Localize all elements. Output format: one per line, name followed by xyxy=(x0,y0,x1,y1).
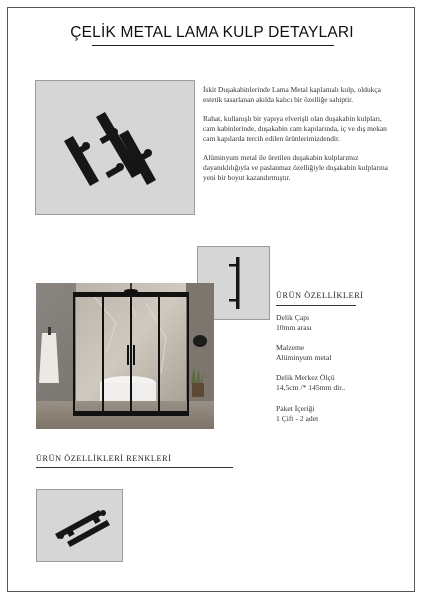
spec-list xyxy=(276,404,318,424)
spec-hole-center-value: 14,5cm /* 145mm dir.. xyxy=(276,383,346,392)
spec-hole-diameter-label: Delik Çapı xyxy=(276,313,310,322)
spec-list xyxy=(276,343,331,363)
spec-hole-diameter-value: 10mm arası xyxy=(276,323,312,332)
intro-paragraph-3: Alüminyum metal ile üretilen duşakabin kulplarımız dayanıklılığıyla ve paslanmaz özelliğiyle duşakabin kulplarına yeni bir boyut kazandırmıştır. xyxy=(203,153,388,182)
colors-underline xyxy=(36,467,233,468)
spec-package-label: Paket İçeriği xyxy=(276,404,315,413)
specs-heading: ÜRÜN ÖZELLİKLERİ xyxy=(276,291,364,300)
title-underline xyxy=(92,45,334,46)
spec-material-value: Alüminyum metal xyxy=(276,353,332,362)
black-handle-illustration xyxy=(37,490,124,563)
spec-list xyxy=(276,313,312,333)
shower-enclosure-scene xyxy=(36,283,214,429)
handle-pair-illustration xyxy=(36,81,196,216)
spec-material-label: Malzeme xyxy=(276,343,305,352)
spec-package-value: 1 Çift - 2 adet xyxy=(276,414,319,423)
intro-paragraph-1: İskit Duşakabinlerinde Lama Metal kaplamalı kulp, oldukça estetik tasarlanan akılda kalıcı bir özelliğe sahiptir. xyxy=(203,85,381,104)
intro-text xyxy=(203,85,389,192)
color-swatch-black-handle xyxy=(36,489,123,562)
bathroom-photo xyxy=(36,283,214,429)
spec-hole-center-label: Delik Merkez Ölçü xyxy=(276,373,335,382)
intro-paragraph-2: Rahat, kullanışlı bir yapıya elverişli olan duşakabin kulpları, cam kabinlerinde, duşakabin cam kapılarında, iç ve dış mekan cam kapılarda tercih edilen ürünlerimizdendir. xyxy=(203,114,387,143)
handle-bar-lower-back xyxy=(64,136,99,186)
colors-heading: ÜRÜN ÖZELLİKLERİ RENKLERİ xyxy=(36,454,172,463)
specs-underline xyxy=(276,305,356,306)
spec-list xyxy=(276,373,345,393)
main-product-image xyxy=(35,80,195,215)
page-title: ÇELİK METAL LAMA KULP DETAYLARI xyxy=(70,24,354,41)
